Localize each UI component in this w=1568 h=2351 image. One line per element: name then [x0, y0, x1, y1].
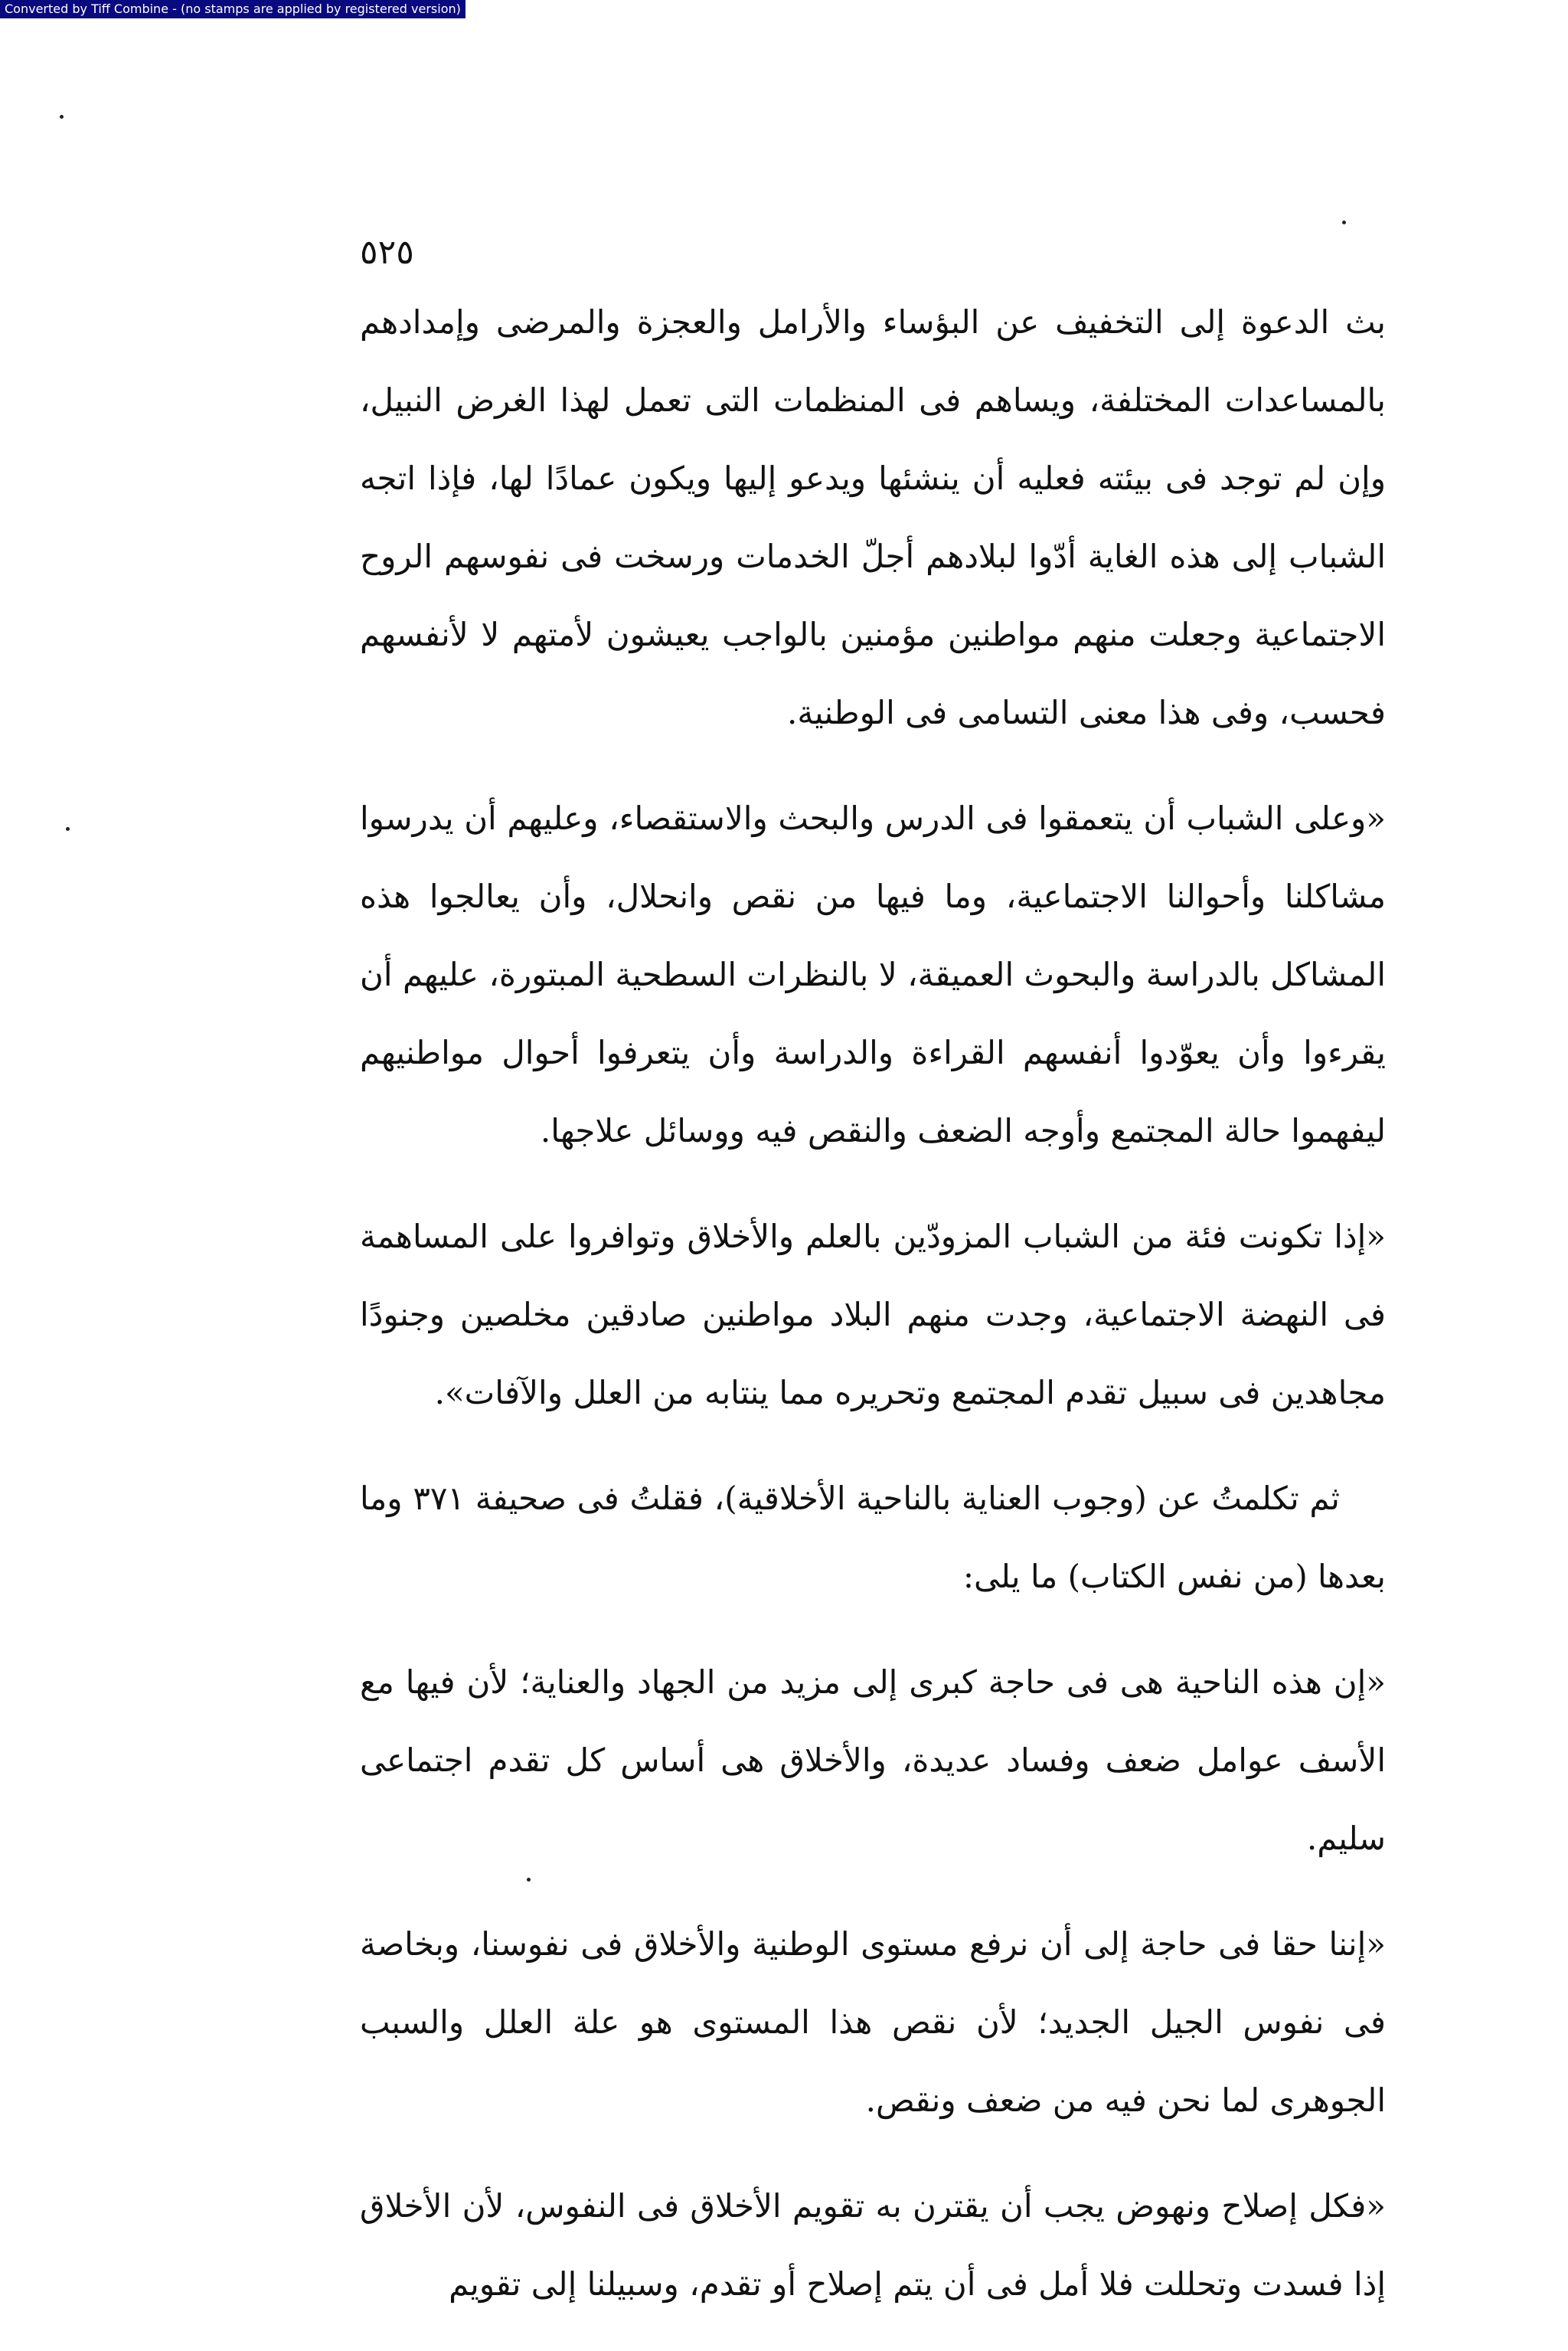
paragraph: «فكل إصلاح ونهوض يجب أن يقترن به تقويم الأخلاق فى النفوس، لأن الأخلاق إذا فسدت وتحللت فلا أمل فى أن يتم إصلاح أو تقدم، وسبيلنا إلى تقويم [360, 2187, 1386, 2303]
conversion-watermark: Converted by Tiff Combine - (no stamps are applied by registered version) [0, 0, 466, 18]
paragraph: «إن هذه الناحية هى فى حاجة كبرى إلى مزيد من الجهاد والعناية؛ لأن فيها مع الأسف عوامل ضعف وفساد عديدة، والأخلاق هى أساس كل تقدم اجتماعى سليم. [360, 1663, 1386, 1857]
paragraph: بث الدعوة إلى التخفيف عن البؤساء والأرامل والعجزة والمرضى وإمدادهم بالمساعدات المختلفة، ويساهم فى المنظمات التى تعمل لهذا الغرض النبيل، وإن لم توجد فى بيئته فعليه أن ينشئها ويدعو إليها ويكون عمادًا لها، فإذا اتجه الشباب إلى هذه الغاية أدّوا لبلادهم أجلّ الخدمات ورسخت فى نفوسهم الروح الاجتماعية وجعلت منهم مواطنين مؤمنين بالواجب يعيشون لأمتهم لا لأنفسهم فحسب، وفى هذا معنى التسامى فى الوطنية. [360, 303, 1386, 731]
paragraph: «إذا تكونت فئة من الشباب المزودّين بالعلم والأخلاق وتوافروا على المساهمة فى النهضة الاجتماعية، وجدت منهم البلاد مواطنين صادقين مخلصين وجنودًا مجاهدين فى سبيل تقدم المجتمع وتحريره مما ينتابه من العلل والآفات». [360, 1218, 1386, 1411]
scan-speck [66, 827, 70, 831]
paragraph: «إننا حقا فى حاجة إلى أن نرفع مستوى الوطنية والأخلاق فى نفوسنا، وبخاصة فى نفوس الجيل الجديد؛ لأن نقص هذا المستوى هو علة العلل والسبب الجوهرى لما نحن فيه من ضعف ونقص. [360, 1925, 1386, 2119]
page-number: ٥٢٥ [360, 233, 414, 272]
scan-speck [60, 115, 64, 119]
paragraph: ثم تكلمتُ عن (وجوب العناية بالناحية الأخلاقية)، فقلتُ فى صحيفة ٣٧١ وما بعدها (من نفس الكتاب) ما يلى: [360, 1480, 1386, 1595]
paragraph: «وعلى الشباب أن يتعمقوا فى الدرس والبحث والاستقصاء، وعليهم أن يدرسوا مشاكلنا وأحوالنا الاجتماعية، وما فيها من نقص وانحلال، وأن يعالجوا هذه المشاكل بالدراسة والبحوث العميقة، لا بالنظرات السطحية المبتورة، عليهم أن يقرءوا وأن يعوّدوا أنفسهم القراءة والدراسة وأن يتعرفوا أحوال مواطنيهم ليفهموا حالة المجتمع وأوجه الضعف والنقص فيه ووسائل علاجها. [360, 799, 1386, 1149]
document-body [360, 283, 1386, 2351]
scan-speck [1342, 221, 1346, 224]
